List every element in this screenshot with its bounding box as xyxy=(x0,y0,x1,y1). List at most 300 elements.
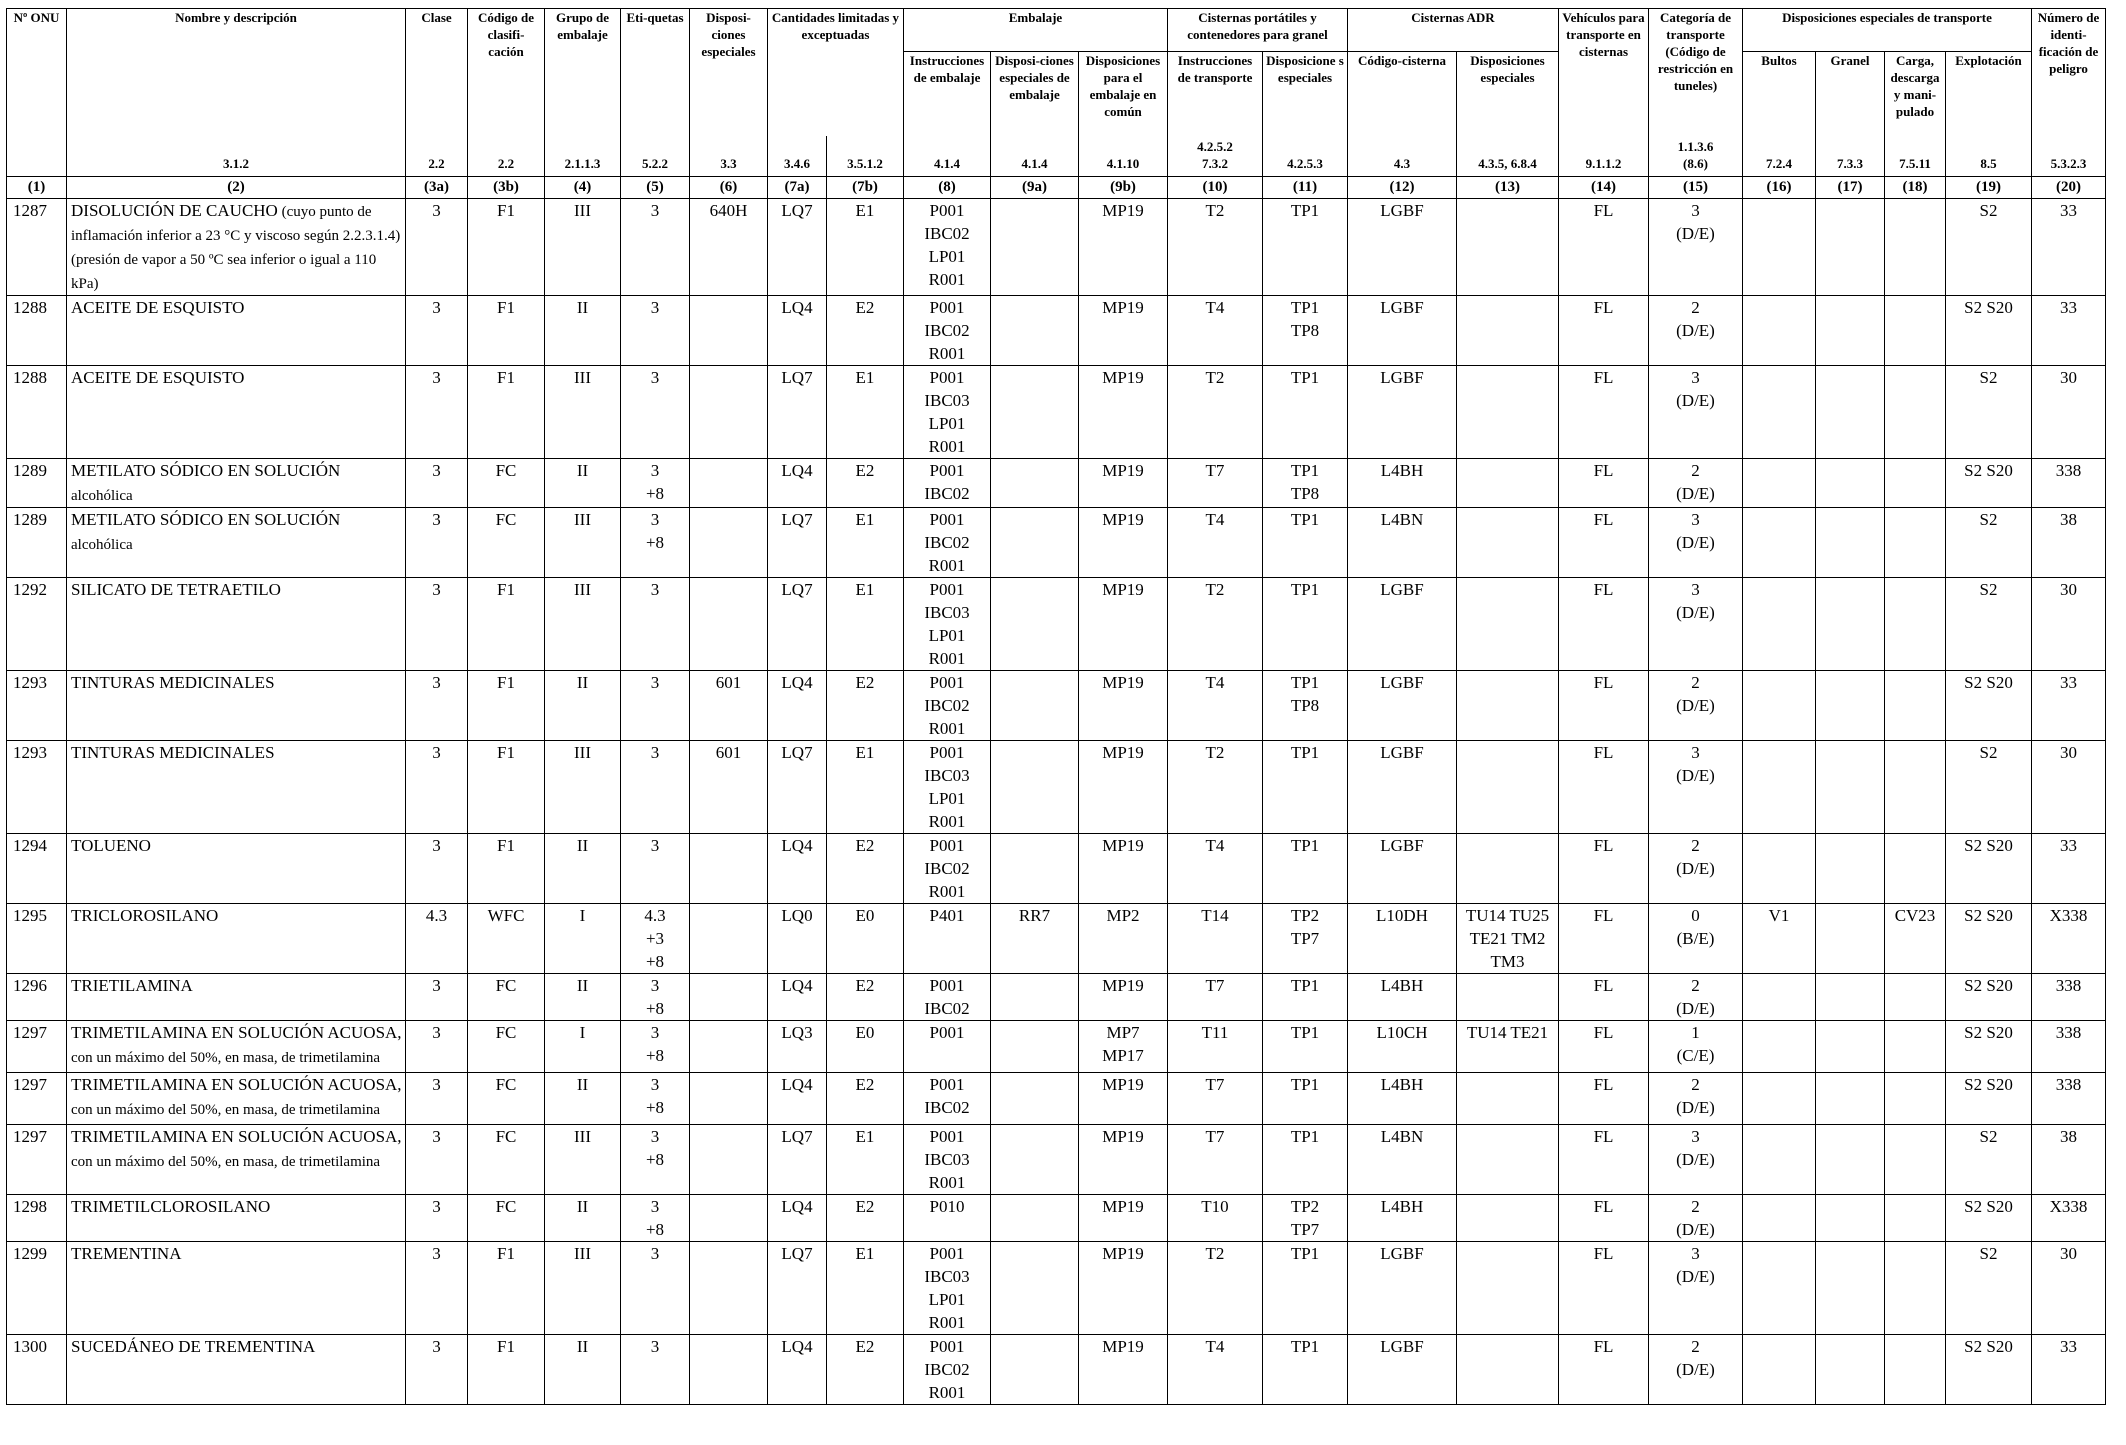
data-cell: II xyxy=(545,459,621,508)
column-number: (3b) xyxy=(468,177,545,199)
data-cell: 3 xyxy=(406,366,468,459)
data-cell: 3 xyxy=(406,296,468,366)
data-cell: FC xyxy=(468,1073,545,1125)
data-cell: T4 xyxy=(1168,296,1263,366)
header-packages: Bultos xyxy=(1743,52,1816,137)
data-cell xyxy=(690,1073,768,1125)
data-cell: 3 xyxy=(406,1195,468,1242)
data-cell xyxy=(1743,1021,1816,1073)
data-cell: P401 xyxy=(904,904,991,974)
data-cell: S2 S20 xyxy=(1946,904,2032,974)
substance-description: alcohólica xyxy=(71,488,133,504)
data-cell xyxy=(991,508,1079,578)
column-number: (20) xyxy=(2032,177,2106,199)
data-cell: TP1 xyxy=(1263,1335,1348,1405)
name-cell xyxy=(67,1195,406,1242)
column-number: (9b) xyxy=(1079,177,1168,199)
data-cell: 30 xyxy=(2032,1242,2106,1335)
data-cell: P001 IBC03 LP01 R001 xyxy=(904,741,991,834)
data-cell xyxy=(1816,459,1885,508)
data-cell: I xyxy=(545,1021,621,1073)
header-hazard-id: Número de identi-ficación de peligro xyxy=(2032,9,2106,137)
data-cell: S2 S20 xyxy=(1946,671,2032,741)
substance-name: METILATO SÓDICO EN SOLUCIÓN xyxy=(71,510,341,529)
data-cell xyxy=(1816,834,1885,904)
header-transport-instructions: Instrucciones de transporte xyxy=(1168,52,1263,137)
header-reference: 5.3.2.3 xyxy=(2032,136,2106,177)
data-cell: FL xyxy=(1559,199,1649,296)
data-cell xyxy=(1457,296,1559,366)
data-cell: MP7 MP17 xyxy=(1079,1021,1168,1073)
name-cell xyxy=(67,366,406,459)
data-cell: 3 xyxy=(406,578,468,671)
data-cell: MP2 xyxy=(1079,904,1168,974)
data-cell: TP1 xyxy=(1263,1242,1348,1335)
data-cell: S2 xyxy=(1946,578,2032,671)
data-cell xyxy=(1743,366,1816,459)
substance-name: TINTURAS MEDICINALES xyxy=(71,673,275,692)
data-cell: F1 xyxy=(468,578,545,671)
un-number-cell: 1293 xyxy=(7,741,67,834)
data-cell xyxy=(1457,1125,1559,1195)
data-cell: MP19 xyxy=(1079,296,1168,366)
data-cell: III xyxy=(545,366,621,459)
data-cell: TP1 xyxy=(1263,1021,1348,1073)
data-cell xyxy=(1457,508,1559,578)
data-cell: 3 xyxy=(621,741,690,834)
header-reference: 3.1.2 xyxy=(67,136,406,177)
data-cell: E0 xyxy=(827,1021,904,1073)
data-cell: T11 xyxy=(1168,1021,1263,1073)
data-cell: FL xyxy=(1559,1195,1649,1242)
data-cell: LQ4 xyxy=(768,1195,827,1242)
data-cell xyxy=(1816,1335,1885,1405)
data-cell xyxy=(1743,1073,1816,1125)
data-cell: E2 xyxy=(827,1335,904,1405)
data-cell: LQ3 xyxy=(768,1021,827,1073)
data-cell xyxy=(1743,1335,1816,1405)
data-cell: MP19 xyxy=(1079,1242,1168,1335)
un-number-cell: 1295 xyxy=(7,904,67,974)
data-cell: 1 (C/E) xyxy=(1649,1021,1743,1073)
name-cell xyxy=(67,1021,406,1073)
un-number-cell: 1297 xyxy=(7,1073,67,1125)
data-cell xyxy=(991,671,1079,741)
data-cell xyxy=(1457,974,1559,1021)
data-cell: 3 xyxy=(621,1242,690,1335)
data-cell: E2 xyxy=(827,296,904,366)
data-cell xyxy=(991,578,1079,671)
data-cell: TP1 xyxy=(1263,1073,1348,1125)
name-cell xyxy=(67,974,406,1021)
table-row xyxy=(7,296,2106,366)
data-cell: T4 xyxy=(1168,834,1263,904)
data-cell: MP19 xyxy=(1079,741,1168,834)
column-number: (18) xyxy=(1885,177,1946,199)
column-number: (5) xyxy=(621,177,690,199)
data-cell xyxy=(1885,199,1946,296)
data-cell: 338 xyxy=(2032,1021,2106,1073)
data-cell: MP19 xyxy=(1079,578,1168,671)
data-cell xyxy=(1816,508,1885,578)
data-cell: CV23 xyxy=(1885,904,1946,974)
data-cell xyxy=(1885,1073,1946,1125)
data-cell: FL xyxy=(1559,904,1649,974)
data-cell: S2 S20 xyxy=(1946,1021,2032,1073)
data-cell: WFC xyxy=(468,904,545,974)
data-cell xyxy=(1743,1125,1816,1195)
column-number: (12) xyxy=(1348,177,1457,199)
table-row xyxy=(7,1021,2106,1073)
data-cell xyxy=(991,199,1079,296)
data-cell: 30 xyxy=(2032,741,2106,834)
data-cell: E1 xyxy=(827,508,904,578)
column-number: (6) xyxy=(690,177,768,199)
data-cell xyxy=(690,1125,768,1195)
data-cell xyxy=(690,1021,768,1073)
data-cell xyxy=(690,508,768,578)
data-cell: 2 (D/E) xyxy=(1649,834,1743,904)
data-cell xyxy=(1885,1195,1946,1242)
header-reference: 7.5.11 xyxy=(1885,136,1946,177)
data-cell: T4 xyxy=(1168,671,1263,741)
data-cell xyxy=(1457,1242,1559,1335)
header-reference: 1.1.3.6 (8.6) xyxy=(1649,136,1743,177)
data-cell: 3 xyxy=(621,578,690,671)
data-cell: II xyxy=(545,1195,621,1242)
data-cell: S2 xyxy=(1946,366,2032,459)
data-cell: 3 (D/E) xyxy=(1649,741,1743,834)
data-cell: S2 S20 xyxy=(1946,296,2032,366)
data-cell xyxy=(1885,296,1946,366)
data-cell: V1 xyxy=(1743,904,1816,974)
data-cell: LQ7 xyxy=(768,578,827,671)
data-cell: F1 xyxy=(468,366,545,459)
substance-name: TREMENTINA xyxy=(71,1244,182,1263)
table-row xyxy=(7,1073,2106,1125)
data-cell: T2 xyxy=(1168,366,1263,459)
data-cell: FL xyxy=(1559,1073,1649,1125)
data-cell xyxy=(1743,671,1816,741)
data-cell xyxy=(690,296,768,366)
data-cell: E2 xyxy=(827,459,904,508)
header-loading-handling: Carga, descarga y mani-pulado xyxy=(1885,52,1946,137)
column-number: (9a) xyxy=(991,177,1079,199)
data-cell: MP19 xyxy=(1079,671,1168,741)
data-cell: 4.3 xyxy=(406,904,468,974)
data-cell: II xyxy=(545,974,621,1021)
data-cell: 2 (D/E) xyxy=(1649,974,1743,1021)
data-cell: T7 xyxy=(1168,459,1263,508)
header-reference: 4.2.5.3 xyxy=(1263,136,1348,177)
data-cell: FL xyxy=(1559,296,1649,366)
data-cell xyxy=(1457,671,1559,741)
data-cell: 2 (D/E) xyxy=(1649,671,1743,741)
header-reference: 3.4.6 xyxy=(768,136,827,177)
substance-name: TOLUENO xyxy=(71,836,151,855)
data-cell: S2 xyxy=(1946,1125,2032,1195)
data-cell: MP19 xyxy=(1079,199,1168,296)
data-cell xyxy=(690,578,768,671)
data-cell: F1 xyxy=(468,199,545,296)
data-cell: E2 xyxy=(827,834,904,904)
data-cell: 3 xyxy=(406,974,468,1021)
column-number: (7a) xyxy=(768,177,827,199)
data-cell xyxy=(1457,459,1559,508)
table-row xyxy=(7,1242,2106,1335)
data-cell: 0 (B/E) xyxy=(1649,904,1743,974)
column-number: (19) xyxy=(1946,177,2032,199)
data-cell: 3 xyxy=(406,508,468,578)
data-cell: FC xyxy=(468,508,545,578)
data-cell: 2 (D/E) xyxy=(1649,459,1743,508)
data-cell: 3 +8 xyxy=(621,1021,690,1073)
header-class: Clase xyxy=(406,9,468,137)
data-cell: LGBF xyxy=(1348,1335,1457,1405)
data-cell: L4BN xyxy=(1348,1125,1457,1195)
column-number: (2) xyxy=(67,177,406,199)
column-number: (17) xyxy=(1816,177,1885,199)
header-reference: 8.5 xyxy=(1946,136,2032,177)
data-cell: FL xyxy=(1559,1242,1649,1335)
data-cell: FL xyxy=(1559,1335,1649,1405)
data-cell: 3 xyxy=(406,741,468,834)
data-cell: LQ7 xyxy=(768,508,827,578)
data-cell xyxy=(991,296,1079,366)
substance-name: DISOLUCIÓN DE CAUCHO xyxy=(71,201,278,220)
data-cell: 3 xyxy=(406,1335,468,1405)
data-cell: LQ4 xyxy=(768,459,827,508)
data-cell xyxy=(1885,366,1946,459)
header-transport-category: Categoría de transporte (Código de restricción en tuneles) xyxy=(1649,9,1743,137)
data-cell: P010 xyxy=(904,1195,991,1242)
data-cell xyxy=(991,974,1079,1021)
data-cell: TP1 xyxy=(1263,578,1348,671)
header-reference: 4.3 xyxy=(1348,136,1457,177)
header-packing-instructions: Instrucciones de embalaje xyxy=(904,52,991,137)
data-cell: LQ7 xyxy=(768,1125,827,1195)
header-portable-special-provisions: Disposicione s especiales xyxy=(1263,52,1348,137)
data-cell xyxy=(1743,741,1816,834)
column-number: (1) xyxy=(7,177,67,199)
un-number-cell: 1289 xyxy=(7,508,67,578)
data-cell: MP19 xyxy=(1079,974,1168,1021)
substance-name: TRIMETILAMINA EN SOLUCIÓN ACUOSA, xyxy=(71,1075,402,1094)
data-cell: 33 xyxy=(2032,671,2106,741)
data-cell: III xyxy=(545,578,621,671)
substance-description: con un máximo del 50%, en masa, de trimetilamina xyxy=(71,1050,381,1066)
data-cell: P001 IBC02 xyxy=(904,459,991,508)
data-cell xyxy=(690,1335,768,1405)
data-cell: MP19 xyxy=(1079,459,1168,508)
data-cell: FL xyxy=(1559,1021,1649,1073)
data-cell: 33 xyxy=(2032,199,2106,296)
data-cell: 3 xyxy=(621,296,690,366)
substance-name: TRIMETILCLOROSILANO xyxy=(71,1197,271,1216)
header-reference: 4.1.10 xyxy=(1079,136,1168,177)
name-cell xyxy=(67,459,406,508)
header-reference: 2.2 xyxy=(406,136,468,177)
column-number: (3a) xyxy=(406,177,468,199)
data-cell: FL xyxy=(1559,834,1649,904)
data-cell: III xyxy=(545,508,621,578)
data-cell: P001 IBC02 R001 xyxy=(904,1335,991,1405)
data-cell: TP1 TP8 xyxy=(1263,671,1348,741)
table-row xyxy=(7,834,2106,904)
data-cell xyxy=(1457,199,1559,296)
data-cell xyxy=(1885,1242,1946,1335)
data-cell: TP1 xyxy=(1263,199,1348,296)
table-row xyxy=(7,578,2106,671)
data-cell: LQ4 xyxy=(768,671,827,741)
substance-name: SUCEDÁNEO DE TREMENTINA xyxy=(71,1337,316,1356)
un-number-cell: 1287 xyxy=(7,199,67,296)
data-cell xyxy=(1885,974,1946,1021)
data-cell: 3 xyxy=(621,366,690,459)
data-cell: LGBF xyxy=(1348,741,1457,834)
data-cell: 38 xyxy=(2032,1125,2106,1195)
data-cell xyxy=(991,1335,1079,1405)
data-cell: S2 S20 xyxy=(1946,1335,2032,1405)
name-cell xyxy=(67,1242,406,1335)
data-cell: II xyxy=(545,834,621,904)
data-cell xyxy=(1816,578,1885,671)
data-cell: MP19 xyxy=(1079,1195,1168,1242)
data-cell: TU14 TU25 TE21 TM2 TM3 xyxy=(1457,904,1559,974)
table-row xyxy=(7,974,2106,1021)
header-name: Nombre y descripción xyxy=(67,9,406,137)
data-cell: III xyxy=(545,1242,621,1335)
substance-description: alcohólica xyxy=(71,537,133,553)
data-cell: TP1 xyxy=(1263,366,1348,459)
data-cell xyxy=(1885,578,1946,671)
header-packing-group: Grupo de embalaje xyxy=(545,9,621,137)
header-reference: 4.1.4 xyxy=(991,136,1079,177)
data-cell: P001 IBC02 LP01 R001 xyxy=(904,199,991,296)
table-row xyxy=(7,199,2106,296)
data-cell: T7 xyxy=(1168,974,1263,1021)
data-cell: 3 xyxy=(406,671,468,741)
data-cell: FC xyxy=(468,1021,545,1073)
data-cell xyxy=(991,1195,1079,1242)
un-number-cell: 1292 xyxy=(7,578,67,671)
header-portable-tanks-group: Cisternas portátiles y contenedores para granel xyxy=(1168,9,1348,52)
data-cell: TP1 xyxy=(1263,974,1348,1021)
header-packaging-group: Embalaje xyxy=(904,9,1168,52)
header-reference: 3.3 xyxy=(690,136,768,177)
data-cell xyxy=(1743,459,1816,508)
substance-name: ACEITE DE ESQUISTO xyxy=(71,298,245,317)
data-cell: FL xyxy=(1559,974,1649,1021)
data-cell xyxy=(1743,578,1816,671)
column-number: (15) xyxy=(1649,177,1743,199)
data-cell: 4.3 +3 +8 xyxy=(621,904,690,974)
data-cell: 2 (D/E) xyxy=(1649,1195,1743,1242)
data-cell: 3 +8 xyxy=(621,974,690,1021)
table-row xyxy=(7,1125,2106,1195)
data-cell: 3 +8 xyxy=(621,1195,690,1242)
data-cell: P001 IBC03 LP01 R001 xyxy=(904,1242,991,1335)
substance-name: TRICLOROSILANO xyxy=(71,906,219,925)
data-cell xyxy=(1816,296,1885,366)
column-number: (8) xyxy=(904,177,991,199)
un-number-cell: 1289 xyxy=(7,459,67,508)
data-cell: LGBF xyxy=(1348,671,1457,741)
data-cell: LQ4 xyxy=(768,974,827,1021)
data-cell xyxy=(1885,671,1946,741)
name-cell xyxy=(67,1073,406,1125)
data-cell xyxy=(1457,1073,1559,1125)
substance-name: ACEITE DE ESQUISTO xyxy=(71,368,245,387)
data-cell: E2 xyxy=(827,1073,904,1125)
data-cell: S2 S20 xyxy=(1946,834,2032,904)
data-cell: 3 (D/E) xyxy=(1649,366,1743,459)
header-labels: Eti-quetas xyxy=(621,9,690,137)
data-cell: P001 IBC02 R001 xyxy=(904,508,991,578)
header-reference: 4.1.4 xyxy=(904,136,991,177)
data-cell xyxy=(690,904,768,974)
data-cell: 338 xyxy=(2032,459,2106,508)
data-cell xyxy=(1816,1073,1885,1125)
data-cell xyxy=(1885,508,1946,578)
data-cell: 2 (D/E) xyxy=(1649,296,1743,366)
substance-name: TINTURAS MEDICINALES xyxy=(71,743,275,762)
data-cell: T4 xyxy=(1168,1335,1263,1405)
data-cell: 3 xyxy=(621,1335,690,1405)
data-cell: S2 xyxy=(1946,199,2032,296)
data-cell: 3 (D/E) xyxy=(1649,578,1743,671)
header-reference: 3.5.1.2 xyxy=(827,136,904,177)
header-tank-vehicles: Vehículos para transporte en cisternas xyxy=(1559,9,1649,137)
data-cell xyxy=(690,974,768,1021)
data-cell: LQ0 xyxy=(768,904,827,974)
data-cell: MP19 xyxy=(1079,1125,1168,1195)
table-row xyxy=(7,1335,2106,1405)
data-cell: III xyxy=(545,741,621,834)
data-cell: P001 xyxy=(904,1021,991,1073)
data-cell: F1 xyxy=(468,1242,545,1335)
data-cell: E2 xyxy=(827,974,904,1021)
data-cell xyxy=(1743,834,1816,904)
table-row xyxy=(7,1195,2106,1242)
table-row xyxy=(7,741,2106,834)
data-cell: S2 xyxy=(1946,508,2032,578)
data-cell: LGBF xyxy=(1348,578,1457,671)
data-cell xyxy=(690,459,768,508)
header-special-provisions: Disposi-ciones especiales xyxy=(690,9,768,137)
data-cell: F1 xyxy=(468,1335,545,1405)
un-number-cell: 1296 xyxy=(7,974,67,1021)
substance-name: TRIETILAMINA xyxy=(71,976,193,995)
data-cell xyxy=(1457,834,1559,904)
substance-description: con un máximo del 50%, en masa, de trimetilamina xyxy=(71,1102,381,1118)
data-cell: LQ4 xyxy=(768,834,827,904)
data-cell: 3 xyxy=(621,671,690,741)
data-cell: S2 S20 xyxy=(1946,974,2032,1021)
data-cell: III xyxy=(545,1125,621,1195)
data-cell: 30 xyxy=(2032,366,2106,459)
data-cell: TP2 TP7 xyxy=(1263,904,1348,974)
data-cell xyxy=(991,366,1079,459)
data-cell: 3 xyxy=(406,199,468,296)
data-cell xyxy=(1816,1021,1885,1073)
data-cell: E0 xyxy=(827,904,904,974)
data-cell xyxy=(1816,1125,1885,1195)
header-reference: 4.2.5.2 7.3.2 xyxy=(1168,136,1263,177)
data-cell xyxy=(991,834,1079,904)
header-reference: 7.3.3 xyxy=(1816,136,1885,177)
data-cell: RR7 xyxy=(991,904,1079,974)
